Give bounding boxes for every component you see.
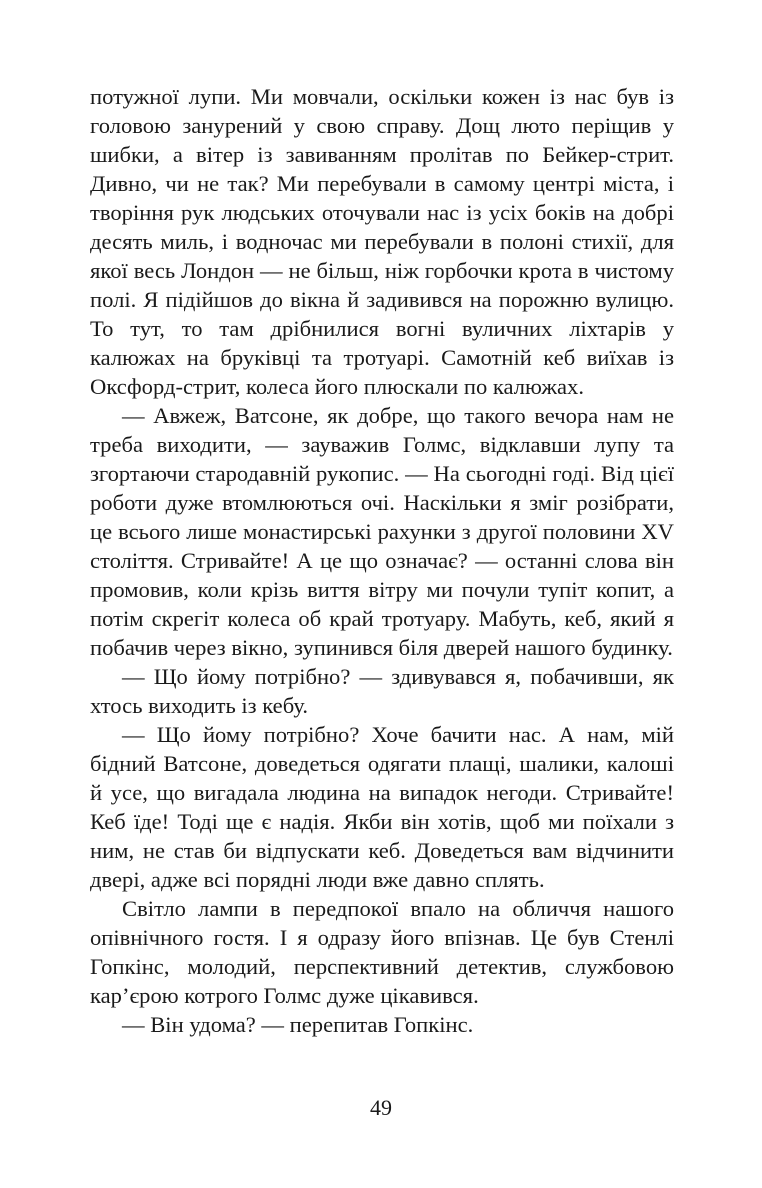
paragraph-3: — Що йому потрібно? — здивувався я, побачивши, як хтось виходить із кебу.	[90, 664, 674, 718]
paragraph-5: Світло лампи в передпокої впало на обличчя нашого опівнічного гостя. І я одразу його впізнав. Це був Стенлі Гопкінс, молодий, перспективний детектив, службовою кар’єрою котрого Голмс дуже цікавився.	[90, 896, 674, 1008]
paragraph-2: — Авжеж, Ватсоне, як добре, що такого вечора нам не треба виходити, — зауважив Голмс, відклавши лупу та згортаючи стародавній рукопис. — На сьогодні годі. Від цієї роботи дуже втомлюються очі. Наскільки я зміг розібрати, це всього лише монастирські рахунки з другої половини XV століття. Стривайте! А це що означає? — останні слова він промовив, коли крізь виття вітру ми почули тупіт копит, а потім скрегіт колеса об край тротуару. Мабуть, кеб, який я побачив через вікно, зупинився біля дверей нашого будинку.	[90, 403, 674, 660]
paragraph-6: — Він удома? — перепитав Гопкінс.	[122, 1012, 474, 1037]
paragraph-1: потужної лупи. Ми мовчали, оскільки кожен із нас був із головою занурений у свою справу. Дощ люто періщив у шибки, а вітер із завиванням пролітав по Бейкер-стрит. Дивно, чи не так? Ми перебували в самому центрі міста, і творіння рук людських оточували нас із усіх боків на добрі десять миль, і водночас ми перебували в полоні стихії, для якої весь Лондон — не більш, ніж горбочки крота в чистому полі. Я підійшов до вікна й задивився на порожню вулицю. То тут, то там дрібнилися вогні вуличних ліхтарів у калюжах на бруківці та тротуарі. Самотній кеб виїхав із Оксфорд-стрит, колеса його плюскали по калюжах.	[90, 84, 674, 399]
body-text	[90, 82, 674, 1039]
page-number: 49	[370, 1095, 392, 1120]
paragraph-4: — Що йому потрібно? Хоче бачити нас. А нам, мій бідний Ватсоне, доведеться одягати плащі, шалики, калоші й усе, що вигадала людина на випадок негоди. Стривайте! Кеб їде! Тоді ще є надія. Якби він хотів, щоб ми поїхали з ним, не став би відпускати кеб. Доведеться вам відчинити двері, адже всі порядні люди вже давно сплять.	[90, 722, 674, 892]
